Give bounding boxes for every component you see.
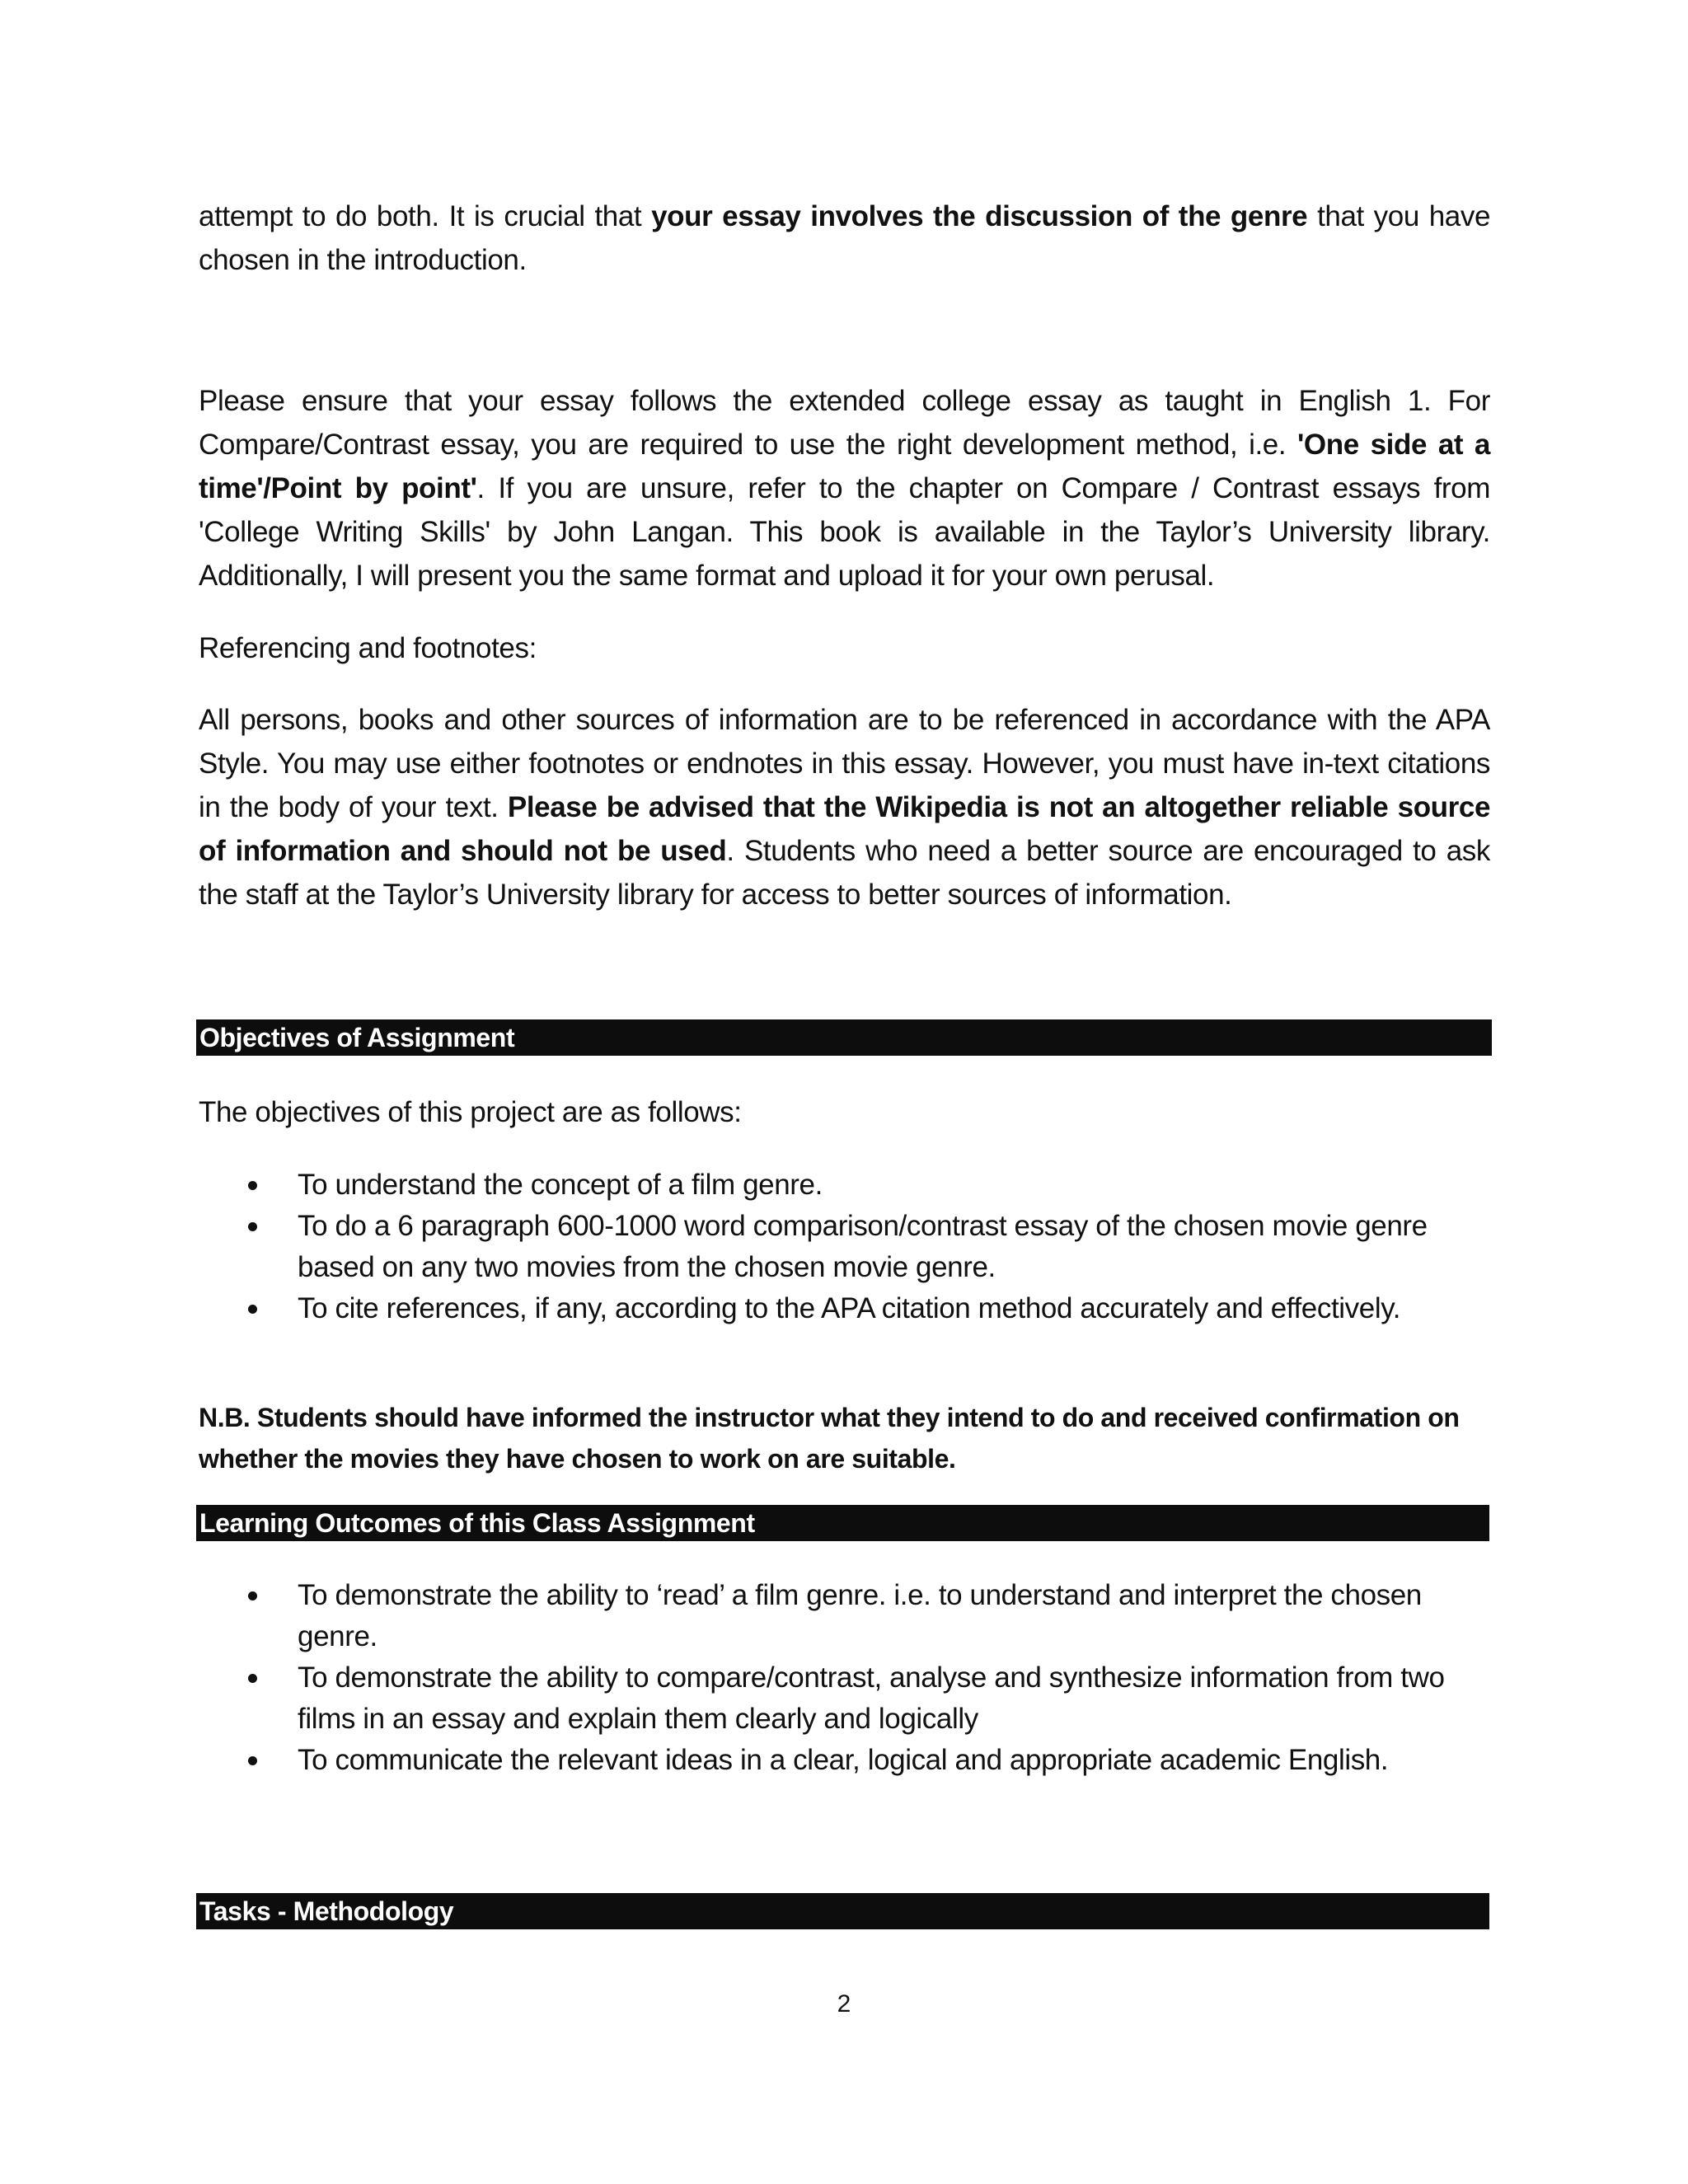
bullet-icon	[248, 1591, 257, 1601]
list-item	[199, 1165, 1490, 1206]
bold-text-run: Please be advised that the Wikipedia is not an altogether reliable source of information and should not be used	[199, 791, 1491, 867]
bold-text-run: your essay involves the discussion of the genre	[651, 200, 1308, 232]
text-run: . If you are unsure, refer to the chapter on Compare / Contrast essays from 'College Writing Skills' by John Langan. This book is available in the Taylor’s University library. Additionally, I will present you the same format and upload it for your own perusal.	[199, 472, 1490, 592]
objectives-heading: Objectives of Assignment	[196, 1019, 1492, 1056]
text-run: that you have chosen in the introduction.	[199, 200, 1491, 276]
text-run: Please ensure that your essay follows the extended college essay as taught in English 1. For Compare/Contrast essay, you are required to use the right development method, i.e.	[199, 385, 1490, 461]
intro-paragraph-essay-format	[199, 379, 1490, 598]
intro-paragraph-genre	[199, 194, 1490, 282]
tasks-methodology-heading: Tasks - Methodology	[196, 1893, 1489, 1929]
bullet-icon	[248, 1674, 257, 1683]
list-item	[199, 1575, 1490, 1657]
list-item-text: To demonstrate the ability to ‘read’ a film genre. i.e. to understand and interpret the chosen genre.	[298, 1579, 1422, 1652]
referencing-label: Referencing and footnotes:	[199, 632, 537, 664]
page-number: 2	[837, 1990, 851, 2018]
list-item	[199, 1288, 1490, 1329]
list-item	[199, 1740, 1490, 1781]
bold-text-run: 'One side at a time'/Point by point'	[199, 429, 1490, 504]
text-run: . Students who need a better source are encouraged to ask the staff at the Taylor’s University library for access to better sources of information.	[199, 835, 1490, 911]
bullet-icon	[248, 1305, 257, 1314]
list-item-text: To do a 6 paragraph 600-1000 word comparison/contrast essay of the chosen movie genre based on any two movies from the chosen movie genre.	[298, 1210, 1428, 1283]
text-run: attempt to do both. It is crucial that	[199, 200, 652, 232]
learning-outcomes-list	[199, 1575, 1490, 1781]
list-item	[199, 1657, 1490, 1740]
nb-note: N.B. Students should have informed the instructor what they intend to do and received confirmation on whether the movies they have chosen to work on are suitable.	[199, 1403, 1460, 1474]
objectives-list	[199, 1165, 1490, 1329]
list-item-text: To communicate the relevant ideas in a clear, logical and appropriate academic English.	[298, 1744, 1389, 1776]
list-item-text: To cite references, if any, according to the APA citation method accurately and effectively.	[298, 1292, 1401, 1324]
bullet-icon	[248, 1756, 257, 1765]
list-item-text: To understand the concept of a film genre.	[298, 1169, 823, 1201]
list-item-text: To demonstrate the ability to compare/contrast, analyse and synthesize information from two films in an essay and explain them clearly and logically	[298, 1661, 1445, 1735]
learning-outcomes-heading: Learning Outcomes of this Class Assignment	[196, 1505, 1489, 1541]
list-item	[199, 1206, 1490, 1288]
text-run: All persons, books and other sources of information are to be referenced in accordance with the APA Style. You may use either footnotes or endnotes in this essay. However, you must have in-text citations in the body of your text.	[199, 704, 1490, 823]
bullet-icon	[248, 1222, 257, 1231]
referencing-paragraph	[199, 698, 1490, 916]
bullet-icon	[248, 1181, 257, 1190]
objectives-lead: The objectives of this project are as follows:	[199, 1096, 742, 1128]
